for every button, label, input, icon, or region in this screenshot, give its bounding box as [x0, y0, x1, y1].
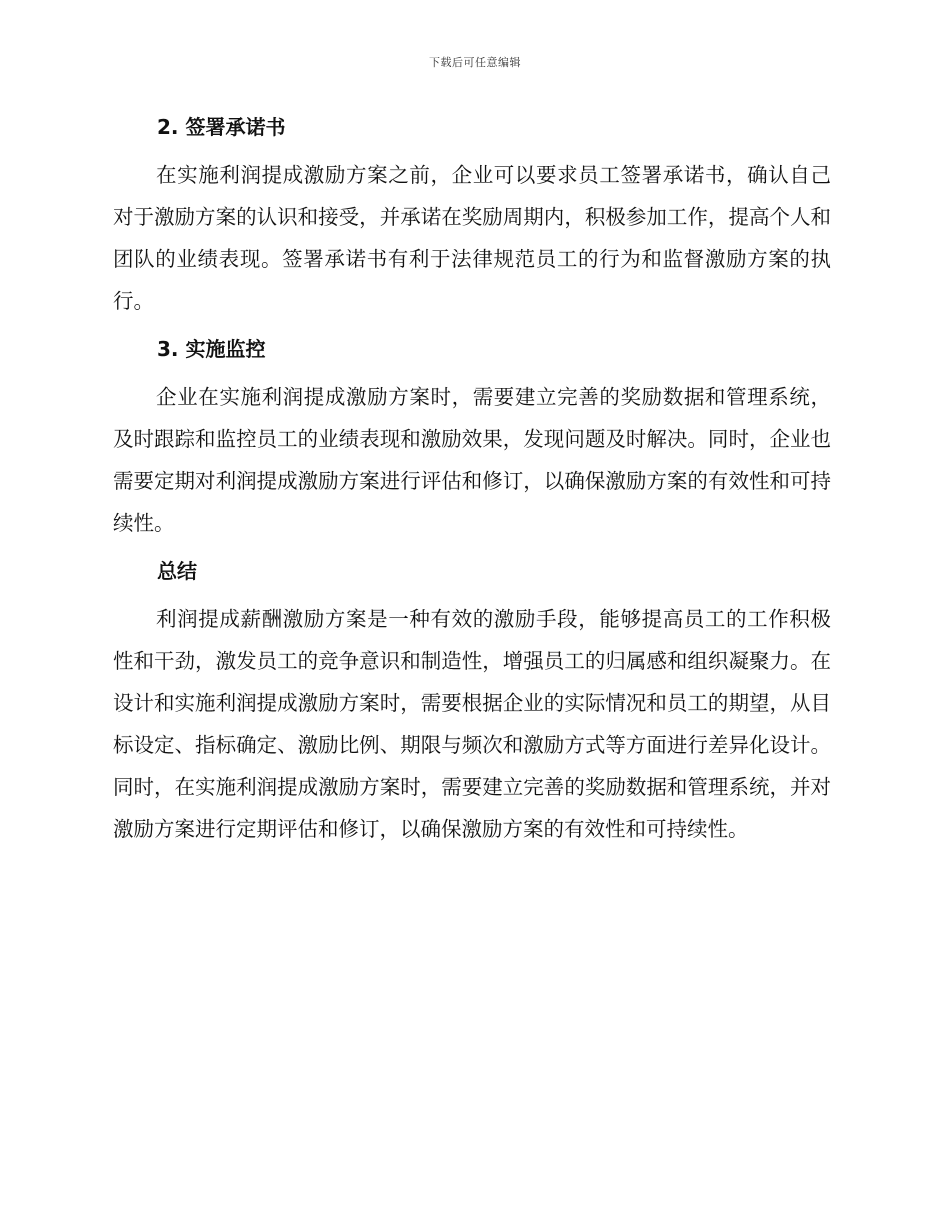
section-heading-commitment: 2. 签署承诺书	[157, 115, 286, 139]
section-paragraph-summary: 利润提成薪酬激励方案是一种有效的激励手段，能够提高员工的工作积极性和干劲，激发员工的竞争意识和制造性，增强员工的归属感和组织凝聚力。在设计和实施利润提成激励方案时，需要根据企业的实际情况和员工的期望，从目标设定、指标确定、激励比例、期限与频次和激励方式等方面进行差异化设计。同时，在实施利润提成激励方案时，需要建立完善的奖励数据和管理系统，并对激励方案进行定期评估和修订，以确保激励方案的有效性和可持续性。	[113, 607, 831, 841]
section-heading-summary: 总结	[157, 559, 197, 583]
section-paragraph-commitment: 在实施利润提成激励方案之前，企业可以要求员工签署承诺书，确认自己对于激励方案的认识和接受，并承诺在奖励周期内，积极参加工作，提高个人和团队的业绩表现。签署承诺书有利于法律规范员工的行为和监督激励方案的执行。	[113, 163, 831, 313]
section-heading-monitoring: 3. 实施监控	[157, 337, 266, 361]
document-body	[113, 112, 831, 850]
section-paragraph-monitoring: 企业在实施利润提成激励方案时，需要建立完善的奖励数据和管理系统，及时跟踪和监控员工的业绩表现和激励效果，发现问题及时解决。同时，企业也需要定期对利润提成激励方案进行评估和修订，以确保激励方案的有效性和可持续性。	[113, 385, 831, 535]
header-note: 下载后可任意编辑	[429, 56, 521, 69]
